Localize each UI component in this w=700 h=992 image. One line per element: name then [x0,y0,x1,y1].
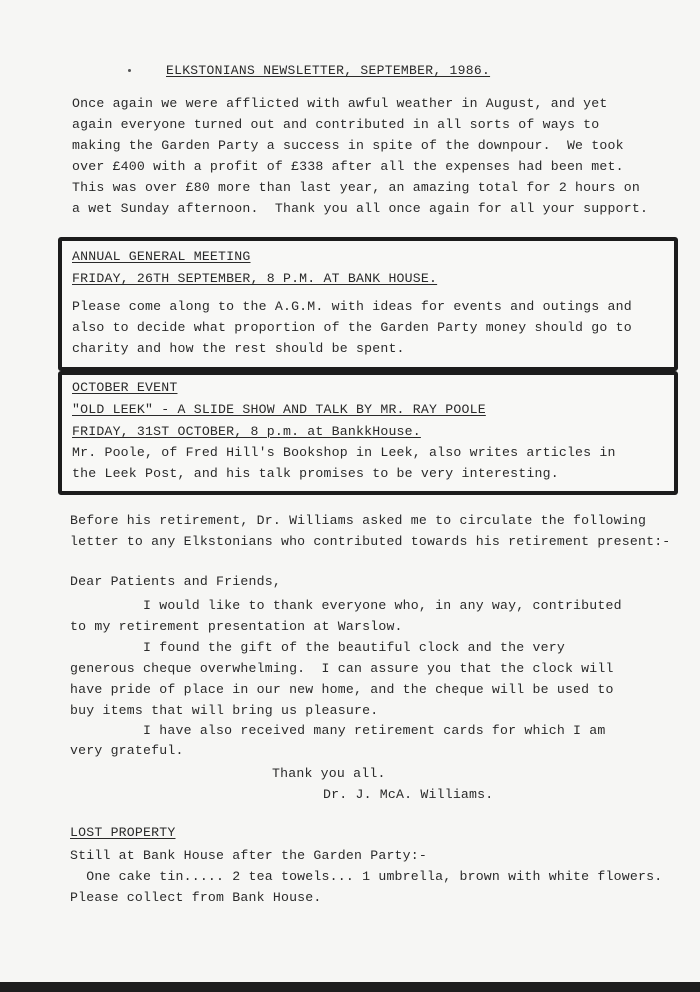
newsletter-title: ELKSTONIANS NEWSLETTER, SEPTEMBER, 1986. [166,63,491,78]
letter-line: to my retirement presentation at Warslow. [70,619,403,634]
letter-line: I would like to thank everyone who, in any way, contributed [70,598,622,613]
letter-line: have pride of place in our new home, and the cheque will be used to [70,682,614,697]
agm-box [58,237,678,371]
letter-signature: Dr. J. McA. Williams. [323,787,494,802]
letter-line: I found the gift of the beautiful clock and the very [70,640,565,655]
lost-property-line: Still at Bank House after the Garden Party:- [70,848,428,863]
october-subheading: "OLD LEEK" - A SLIDE SHOW AND TALK BY MR. RAY POOLE [72,402,486,417]
agm-line: Please come along to the A.G.M. with ideas for events and outings and [72,299,632,314]
october-line: the Leek Post, and his talk promises to be very interesting. [72,466,559,481]
letter-line: generous cheque overwhelming. I can assure you that the clock will [70,661,614,676]
scan-edge [0,982,700,992]
lost-property-line: Please collect from Bank House. [70,890,322,905]
october-line: Mr. Poole, of Fred Hill's Bookshop in Leek, also writes articles in [72,445,616,460]
retirement-intro-line: Before his retirement, Dr. Williams asked me to circulate the following [70,513,647,528]
lost-property-line: One cake tin..... 2 tea towels... 1 umbrella, brown with white flowers. [70,869,663,884]
letter-line: buy items that will bring us pleasure. [70,703,379,718]
letter-closing: Thank you all. [272,766,386,781]
letter-line: very grateful. [70,743,184,758]
october-event-box [58,371,678,495]
letter-salutation: Dear Patients and Friends, [70,574,281,589]
intro-line: over £400 with a profit of £338 after all the expenses had been met. [72,159,624,174]
agm-heading: ANNUAL GENERAL MEETING [72,249,251,264]
intro-line: again everyone turned out and contributed in all sorts of ways to [72,117,600,132]
agm-line: also to decide what proportion of the Garden Party money should go to [72,320,632,335]
agm-line: charity and how the rest should be spent. [72,341,405,356]
retirement-intro-line: letter to any Elkstonians who contributed towards his retirement present:- [70,534,671,549]
october-heading: OCTOBER EVENT [72,380,178,395]
lost-property-heading: LOST PROPERTY [70,825,176,840]
intro-line: making the Garden Party a success in spite of the downpour. We took [72,138,624,153]
october-date: FRIDAY, 31ST OCTOBER, 8 p.m. at BankkHouse. [72,424,421,439]
ink-mark [128,69,131,72]
intro-line: a wet Sunday afternoon. Thank you all once again for all your support. [72,201,649,216]
agm-date: FRIDAY, 26TH SEPTEMBER, 8 P.M. AT BANK HOUSE. [72,271,438,286]
intro-line: Once again we were afflicted with awful weather in August, and yet [72,96,608,111]
intro-line: This was over £80 more than last year, an amazing total for 2 hours on [72,180,640,195]
letter-line: I have also received many retirement cards for which I am [70,723,606,738]
